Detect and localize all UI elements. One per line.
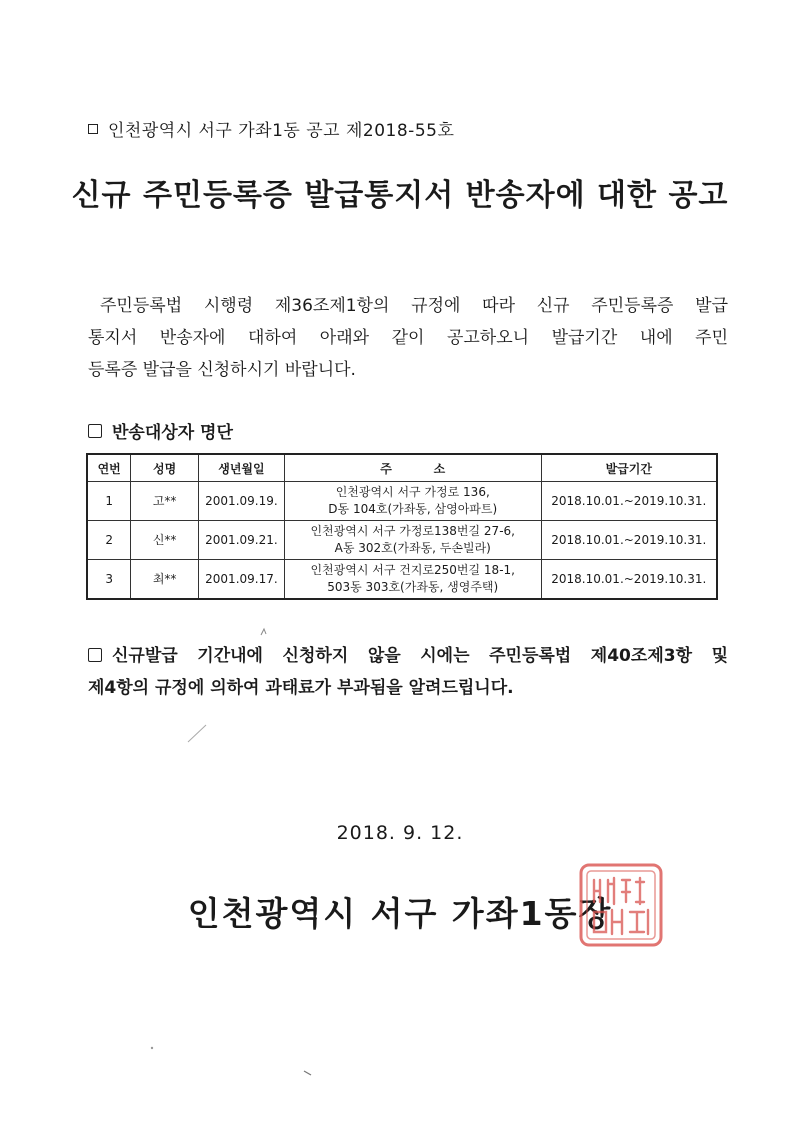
address-line: D동 104호(가좌동, 삼영아파트) bbox=[328, 502, 498, 516]
scan-stroke bbox=[186, 722, 210, 744]
intro-line: 등록증 발급을 신청하시기 바랍니다. bbox=[88, 360, 356, 380]
row-birthdate: 2001.09.19. bbox=[198, 482, 284, 521]
table-header-row bbox=[87, 454, 717, 482]
table-row bbox=[87, 521, 717, 560]
row-name: 고** bbox=[131, 482, 199, 521]
section-heading-text: 반송대상자 명단 bbox=[112, 423, 233, 443]
notice-number-text: 인천광역시 서구 가좌1동 공고 제2018-55호 bbox=[108, 121, 455, 141]
address-line: 503동 303호(가좌동, 생영주택) bbox=[327, 580, 499, 594]
row-period: 2018.10.01.~2019.10.31. bbox=[541, 560, 717, 600]
row-name: 신** bbox=[131, 521, 199, 560]
address-line: 인천광역시 서구 가정로 136, bbox=[335, 485, 490, 499]
column-header: 주 소 bbox=[284, 454, 541, 482]
row-number: 3 bbox=[87, 560, 131, 600]
checkbox-square-icon bbox=[88, 424, 102, 438]
official-seal-icon bbox=[578, 862, 664, 948]
warning-line bbox=[88, 640, 728, 672]
address-line: 인천광역시 서구 가정로138번길 27-6, bbox=[310, 524, 515, 538]
returnee-table bbox=[86, 453, 718, 600]
row-number: 2 bbox=[87, 521, 131, 560]
square-bullet-icon bbox=[88, 124, 98, 134]
row-birthdate: 2001.09.21. bbox=[198, 521, 284, 560]
scan-speck bbox=[258, 626, 270, 638]
intro-line: 통지서 반송자에 대하여 아래와 같이 공고하오니 발급기간 내에 주민 bbox=[88, 328, 728, 348]
row-address bbox=[284, 521, 541, 560]
column-header: 발급기간 bbox=[541, 454, 717, 482]
row-number: 1 bbox=[87, 482, 131, 521]
warning-line: 제4항의 규정에 의하여 과태료가 부과됨을 알려드립니다. bbox=[88, 678, 514, 698]
column-header: 연번 bbox=[87, 454, 131, 482]
address-line: A동 302호(가좌동, 두손빌라) bbox=[334, 541, 491, 555]
scan-speck bbox=[148, 1044, 158, 1054]
notice-date: 2018. 9. 12. bbox=[336, 822, 464, 844]
address-line: 인천광역시 서구 건지로250번길 18-1, bbox=[310, 563, 515, 577]
row-address bbox=[284, 482, 541, 521]
warning-line-text: 신규발급 기간내에 신청하지 않을 시에는 주민등록법 제40조제3항 및 bbox=[112, 646, 728, 666]
scan-speck bbox=[302, 1068, 314, 1078]
notice-number bbox=[88, 116, 454, 141]
issuer-name: 인천광역시 서구 가좌1동장 bbox=[187, 894, 613, 933]
intro-paragraph bbox=[88, 290, 728, 386]
row-period: 2018.10.01.~2019.10.31. bbox=[541, 521, 717, 560]
intro-line: 주민등록법 시행령 제36조제1항의 규정에 따라 신규 주민등록증 발급 bbox=[100, 296, 728, 316]
column-header: 생년월일 bbox=[198, 454, 284, 482]
section-heading bbox=[88, 418, 233, 443]
checkbox-square-icon bbox=[88, 648, 102, 662]
penalty-warning bbox=[88, 640, 728, 704]
row-address bbox=[284, 560, 541, 600]
table-row bbox=[87, 560, 717, 600]
row-name: 최** bbox=[131, 560, 199, 600]
column-header: 성명 bbox=[131, 454, 199, 482]
table-row bbox=[87, 482, 717, 521]
row-birthdate: 2001.09.17. bbox=[198, 560, 284, 600]
page-title: 신규 주민등록증 발급통지서 반송자에 대한 공고 bbox=[71, 178, 729, 213]
row-period: 2018.10.01.~2019.10.31. bbox=[541, 482, 717, 521]
